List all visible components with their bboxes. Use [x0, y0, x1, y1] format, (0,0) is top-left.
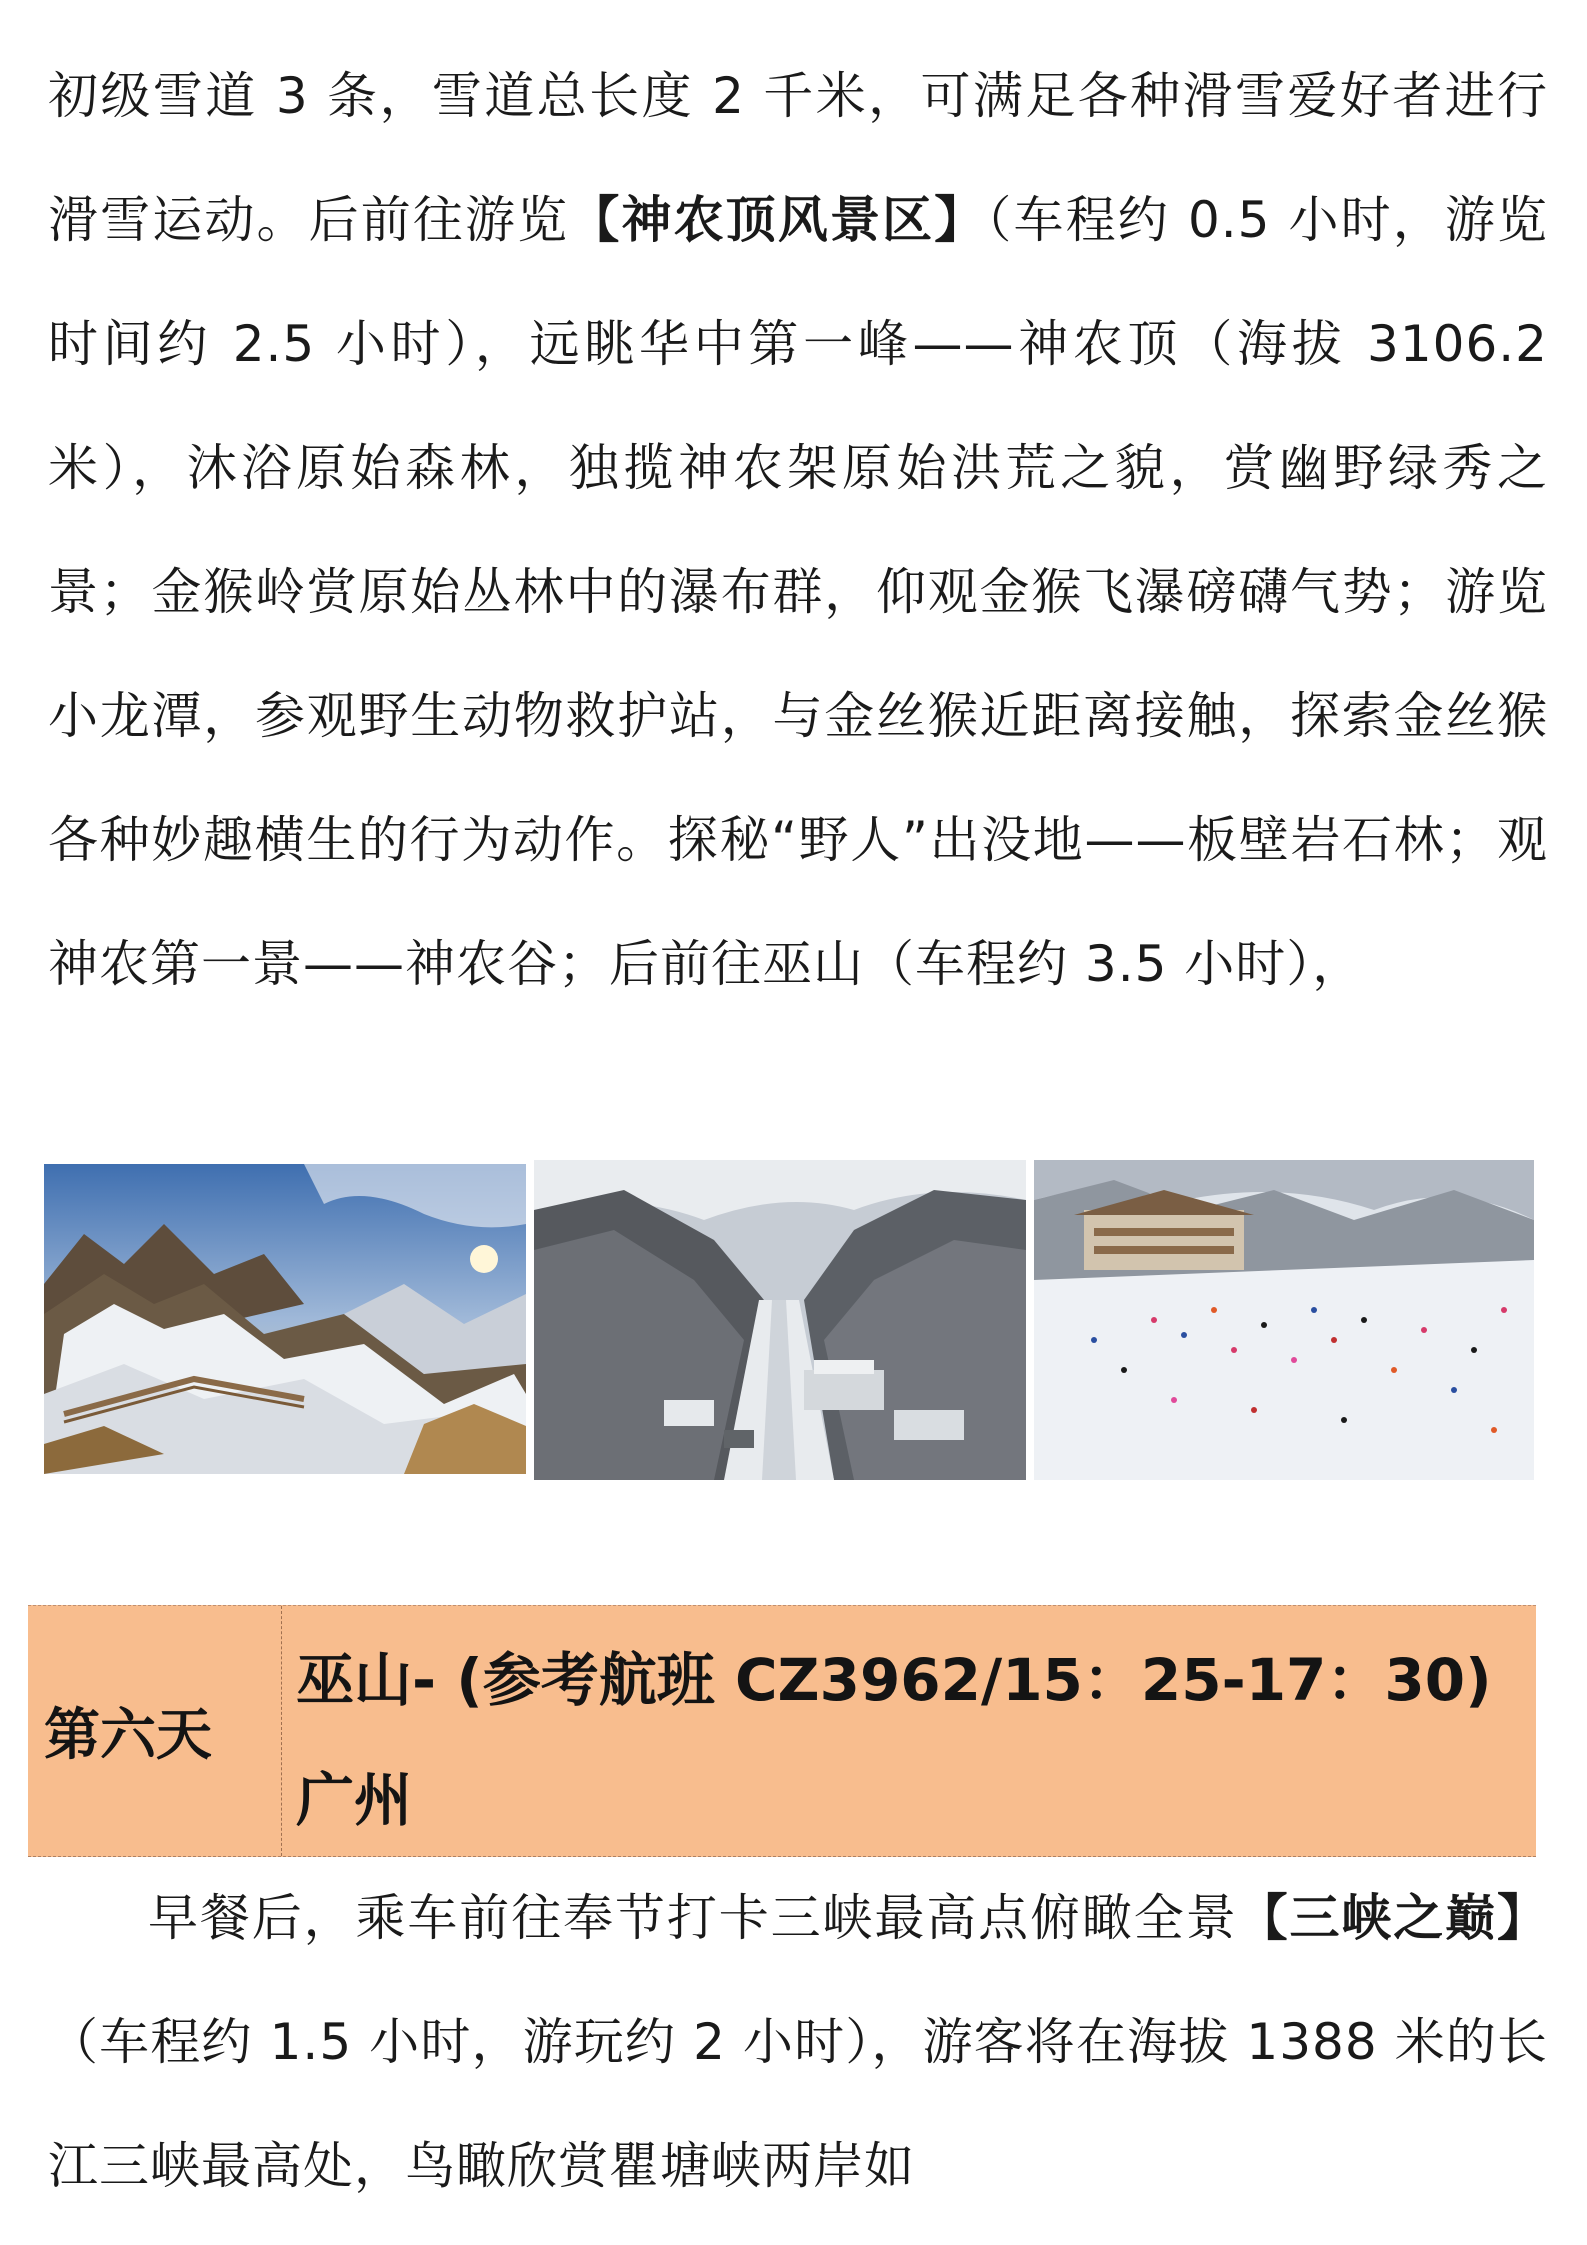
itinerary-paragraph-2	[48, 1856, 1548, 2228]
photo-snowy-peak	[44, 1164, 526, 1474]
day-route-title	[296, 1620, 1526, 1860]
paragraph-text: 早餐后，乘车前往奉节打卡三峡最高点俯瞰全景	[148, 1889, 1238, 1947]
photo-ski-resort	[1034, 1160, 1534, 1480]
itinerary-paragraph-1	[48, 34, 1548, 1026]
paragraph-text: 初级雪道 3 条，雪道总长度 2 千米，可满足各种滑雪爱好者进行滑雪运动。后前往游览	[48, 67, 1548, 249]
day-header	[28, 1605, 1536, 1857]
paragraph-text: （车程约 1.5 小时，游玩约 2 小时），游客将在海拔 1388 米的长江三峡最高处，鸟瞰欣赏瞿塘峡两岸如	[48, 2013, 1548, 2195]
highlight-shennongding: 【神农顶风景区】	[569, 191, 987, 249]
day-route-line-2: 广州	[296, 1766, 413, 1834]
day-route-line-1: 巫山- (参考航班 CZ3962/15：25-17：30)	[296, 1646, 1492, 1714]
photo-row	[44, 1160, 1534, 1480]
highlight-sanxia-zhidian: 【三峡之巅】	[1237, 1889, 1549, 1947]
paragraph-text: （车程约 0.5 小时，游览时间约 2.5 小时），远眺华中第一峰——神农顶（海拔 3106.2 米），沐浴原始森林，独揽神农架原始洪荒之貌，赏幽野绿秀之景；金猴岭赏原始丛林中的瀑布群，仰观金猴飞瀑磅礴气势；游览小龙潭，参观野生动物救护站，与金丝猴近距离接触，探索金丝猴各种妙趣横生的行为动作。探秘“野人”出没地——板壁岩石林；观神农第一景——神农谷；后前往巫山（车程约 3.5 小时），	[48, 191, 1549, 993]
photo-snowy-valley	[534, 1160, 1026, 1480]
day-label: 第六天	[28, 1606, 282, 1856]
